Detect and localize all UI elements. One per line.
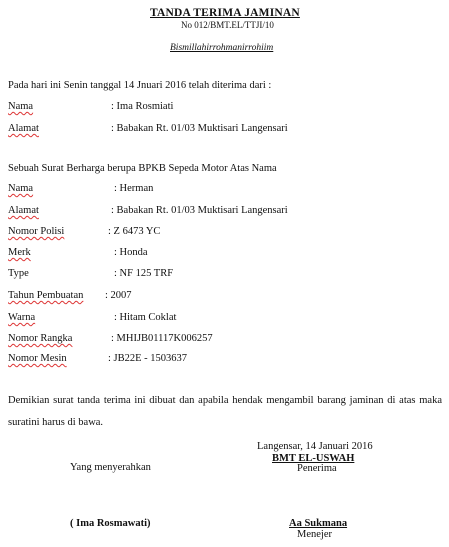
vehicle-label: Nama bbox=[8, 183, 34, 194]
left-signer-role: Yang menyerahkan bbox=[70, 462, 151, 473]
vehicle-value: : Babakan Rt. 01/03 Muktisari Langensari bbox=[111, 205, 288, 216]
vehicle-label: Type bbox=[8, 268, 29, 279]
vehicle-value: : Hitam Coklat bbox=[114, 312, 177, 323]
right-signer-role: Penerima bbox=[297, 463, 337, 474]
vehicle-value: : Z 6473 YC bbox=[108, 226, 161, 237]
organization-name: BMT EL-USWAH bbox=[272, 453, 355, 464]
vehicle-value: : JB22E - 1503637 bbox=[108, 353, 188, 364]
vehicle-label: Nomor Rangka bbox=[8, 333, 73, 344]
vehicle-label: Nomor Polisi bbox=[8, 226, 65, 237]
bismillah-line: Bismillahirrohmanirrohiim bbox=[170, 43, 274, 53]
left-signer-name: ( Ima Rosmawati) bbox=[70, 518, 151, 529]
recipient-name-label: Nama bbox=[8, 101, 34, 112]
intro-text: Pada hari ini Senin tanggal 14 Jnuari 2016 telah diterima dari : bbox=[8, 80, 272, 91]
vehicle-label: Merk bbox=[8, 247, 31, 258]
vehicle-value: : NF 125 TRF bbox=[114, 268, 174, 279]
right-signer-title: Menejer bbox=[297, 529, 332, 540]
vehicle-label: Warna bbox=[8, 312, 36, 323]
closing-paragraph: Demikian surat tanda terima ini dibuat dan apabila hendak mengambil barang jaminan di atas maka suratini harus di bawa. bbox=[8, 395, 442, 428]
vehicle-value: : Honda bbox=[114, 247, 148, 258]
right-signer-name: Aa Sukmana bbox=[289, 518, 348, 529]
vehicle-label: Alamat bbox=[8, 205, 39, 216]
vehicle-value: : MHIJB01117K006257 bbox=[111, 333, 213, 344]
document-title: TANDA TERIMA JAMINAN bbox=[150, 7, 300, 19]
vehicle-label: Tahun Pembuatan bbox=[8, 290, 84, 301]
place-date: Langensar, 14 Januari 2016 bbox=[257, 441, 373, 452]
recipient-address-value: : Babakan Rt. 01/03 Muktisari Langensari bbox=[111, 123, 288, 134]
document-number: No 012/BMT.EL/TTJI/10 bbox=[181, 20, 274, 30]
vehicle-value: : 2007 bbox=[105, 290, 132, 301]
vehicle-value: : Herman bbox=[114, 183, 154, 194]
recipient-name-value: : Ima Rosmiati bbox=[111, 101, 174, 112]
vehicle-intro: Sebuah Surat Berharga berupa BPKB Sepeda Motor Atas Nama bbox=[8, 163, 277, 174]
recipient-address-label: Alamat bbox=[8, 123, 39, 134]
vehicle-label: Nomor Mesin bbox=[8, 353, 67, 364]
